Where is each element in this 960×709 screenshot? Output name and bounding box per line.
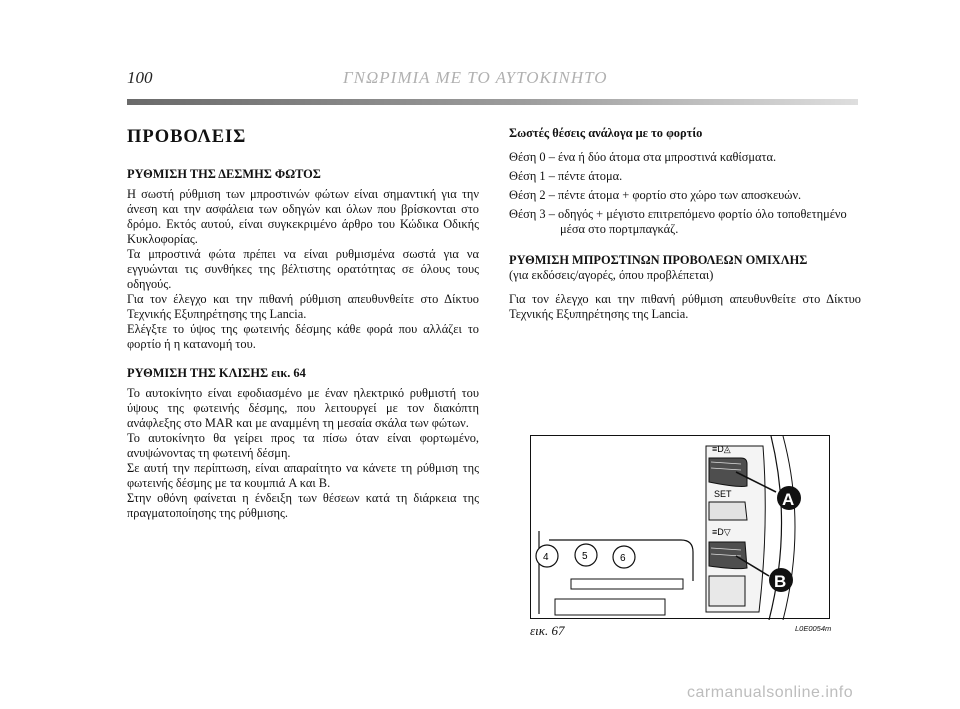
paragraph: Σε αυτή την περίπτωση, είναι απαραίτητο να κάνετε τη ρύθμιση της φωτεινής δέσμης με τα κουμπιά A και B. — [127, 461, 479, 490]
fog-lights-heading: ΡΥΘΜΙΣΗ ΜΠΡΟΣΤΙΝΩΝ ΠΡΟΒΟΛΕΩΝ ΟΜΙΧΛΗΣ — [509, 253, 808, 267]
set-button[interactable] — [709, 502, 747, 520]
positions-heading: Σωστές θέσεις ανάλογα με το φορτίο — [509, 126, 703, 140]
running-title: ΓΝΩΡΙΜΙΑ ΜΕ ΤΟ ΑΥΤΟΚΙΝΗΤΟ — [343, 68, 608, 87]
paragraph: Το αυτοκίνητο θα γείρει προς τα πίσω όταν είναι φορτωμένο, ανυψώνοντας τη φωτεινή δέσμη. — [127, 431, 479, 460]
right-column — [509, 126, 861, 322]
key-label: 4 — [543, 552, 549, 563]
lower-switch[interactable] — [709, 576, 745, 606]
key-label: 6 — [620, 553, 626, 564]
paragraph: Στην οθόνη φαίνεται η ένδειξη των θέσεων κατά τη διάρκεια της πραγματοποίησης της ρύθμισης. — [127, 491, 479, 520]
beam-up-label: ≡D◬ — [712, 444, 731, 454]
panel-edge — [769, 436, 782, 620]
beam-down-label: ≡D▽ — [712, 527, 731, 537]
headlamp-switch-illustration — [531, 436, 831, 620]
list-item: Θέση 3 – οδηγός + μέγιστο επιτρεπόμενο φορτίο όλο τοποθετημένο μέσα στο πορτμπαγκάζ. — [509, 207, 847, 236]
page-number: 100 — [127, 68, 153, 87]
left-column — [127, 126, 479, 521]
beam-adjust-heading: ΡΥΘΜΙΣΗ ΤΗΣ ΔΕΣΜΗΣ ΦΩΤΟΣ — [127, 167, 321, 181]
list-item: Θέση 2 – πέντε άτομα + φορτίο στο χώρο των αποσκευών. — [509, 188, 802, 202]
list-item: Θέση 0 – ένα ή δύο άτομα στα μπροστινά καθίσματα. — [509, 150, 777, 164]
panel-edge — [783, 436, 795, 620]
list-item: Θέση 1 – πέντε άτομα. — [509, 169, 623, 183]
paragraph: Ελέγξτε το ύψος της φωτεινής δέσμης κάθε φορά που αλλάζει το φορτίο ή η κατανομή του. — [127, 322, 479, 351]
dashboard-figure — [530, 435, 830, 619]
key-label: 5 — [582, 551, 588, 562]
section-title: ΠΡΟΒΟΛΕΙΣ — [127, 127, 247, 147]
paragraph: Τα μπροστινά φώτα πρέπει να είναι ρυθμισμένα σωστά για να εγγυώνται τις συνθήκες της βέλτιστης ορατότητας σε όλους τους οδηγούς. — [127, 247, 479, 291]
tilt-adjust-heading: ΡΥΘΜΙΣΗ ΤΗΣ ΚΛΙΣΗΣ εικ. 64 — [127, 366, 306, 380]
panel-slot — [571, 579, 683, 589]
positions-list — [509, 150, 861, 237]
header-rule — [127, 99, 858, 105]
watermark: carmanualsonline.info — [687, 684, 854, 701]
fog-lights-subheading: (για εκδόσεις/αγορές, όπου προβλέπεται) — [509, 268, 714, 282]
paragraph: Το αυτοκίνητο είναι εφοδιασμένο με έναν ηλεκτρικό ρυθμιστή του ύψους της φωτεινής δέσμης, που λειτουργεί με τον διακόπτη ανάφλεξης στο MAR και με αναμμένη τη μεσαία σκάλα των φώτων. — [127, 386, 479, 430]
set-label: SET — [714, 489, 732, 499]
panel-slot — [555, 599, 665, 615]
figure-caption: εικ. 67 — [530, 623, 565, 638]
callout-b-letter: B — [774, 572, 787, 591]
callout-a-letter: A — [782, 490, 795, 509]
paragraph: Για τον έλεγχο και την πιθανή ρύθμιση απευθυνθείτε στο Δίκτυο Τεχνικής Εξυπηρέτησης της Lancia. — [127, 292, 479, 321]
paragraph: Για τον έλεγχο και την πιθανή ρύθμιση απευθυνθείτε στο Δίκτυο Τεχνικής Εξυπηρέτησης της Lancia. — [509, 292, 861, 321]
figure-code: L0E0054m — [795, 624, 832, 633]
paragraph: Η σωστή ρύθμιση των μπροστινών φώτων είναι σημαντική για την άνεση και την ασφάλεια των οδηγών και όλων που βρίσκονται στο δρόμο. Εκτός αυτού, είναι συγκεκριμένο άρθρο του Κώδικα Οδικής Κυκλοφορίας. — [127, 187, 479, 246]
